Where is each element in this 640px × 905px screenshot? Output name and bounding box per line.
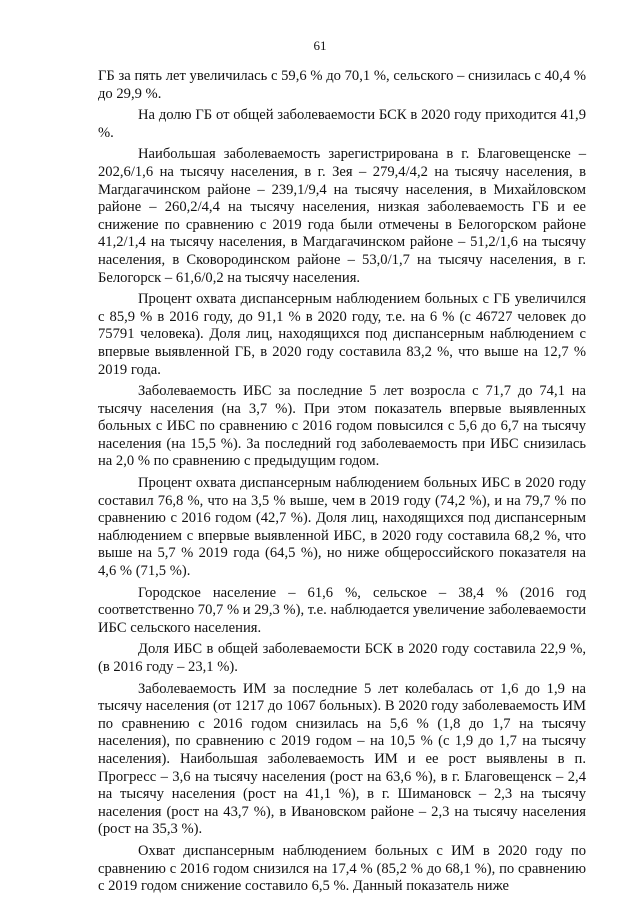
page-number: 61 [313, 38, 327, 53]
paragraph: Охват диспансерным наблюдением больных с ИМ в 2020 году по сравнению с 2016 годом снизился на 17,4 % (85,2 % до 68,1 %), по сравнению с 2019 годом снижение составило 6,5 %. Данный показатель ниже [98, 842, 586, 895]
body-text [98, 68, 586, 900]
paragraph: Наибольшая заболеваемость зарегистрирована в г. Благовещенске – 202,6/1,6 на тысячу населения, в г. Зея – 279,4/4,2 на тысячу населения, в Магдагачинском районе – 239,1/9,4 на тысячу населения, в Михайловском районе – 260,2/4,4 на тысячу населения, низкая заболеваемость ГБ и ее снижение по сравнению с 2019 года были отмечены в Белогорском районе 41,2/1,4 на тысячу населения, в Магдагачинском районе – 51,2/1,6 на тысячу населения, в Сковородинском районе – 53,0/1,7 на тысячу населения, в г. Белогорск – 61,6/0,2 на тысячу населения. [98, 146, 586, 286]
paragraph: Заболеваемость ИМ за последние 5 лет колебалась от 1,6 до 1,9 на тысячу населения (от 1217 до 1067 больных). В 2020 году заболеваемость ИМ по сравнению с 2016 годом снизилась на 5,6 % (1,8 до 1,7 на тысячу населения), по сравнению с 2019 годом – на 10,5 % (с 1,9 до 1,7 на тысячу населения). Наибольшая заболеваемость ИМ и ее рост выявлены в п. Прогресс – 3,6 на тысячу населения (рост на 63,6 %), в г. Благовещенск – 2,4 на тысячу населения (рост на 41,1 %), в г. Шимановск – 2,3 на тысячу населения (рост на 43,7 %), в Ивановском районе – 2,3 на тысячу населения (рост на 35,3 %). [98, 680, 586, 838]
paragraph: Городское население – 61,6 %, сельское – 38,4 % (2016 год соответственно 70,7 % и 29,3 %), т.е. наблюдается увеличение заболеваемости ИБС сельского населения. [98, 584, 586, 636]
paragraph: На долю ГБ от общей заболеваемости БСК в 2020 году приходится 41,9 %. [98, 107, 586, 141]
paragraph: Заболеваемость ИБС за последние 5 лет возросла с 71,7 до 74,1 на тысячу населения (на 3,7 %). При этом показатель впервые выявленных больных с ИБС по сравнению с 2016 годом повысился с 5,6 до 6,7 на тысячу населения (на 15,5 %). За последний год заболеваемость при ИБС снизилась на 2,0 % по сравнению с предыдущим годом. [98, 383, 586, 470]
paragraph: ГБ за пять лет увеличилась с 59,6 % до 70,1 %, сельского – снизилась с 40,4 % до 29,9 %. [98, 68, 586, 102]
paragraph: Доля ИБС в общей заболеваемости БСК в 2020 году составила 22,9 %, (в 2016 году – 23,1 %). [98, 641, 586, 675]
paragraph: Процент охвата диспансерным наблюдением больных ИБС в 2020 году составил 76,8 %, что на 3,5 % выше, чем в 2019 году (74,2 %), и на 79,7 % по сравнению с 2016 годом (42,7 %). Доля лиц, находящихся под диспансерным наблюдением с впервые выявленной ИБС, в 2020 году составила 68,2 %, что выше на 5,7 % 2019 года (64,5 %), но ниже общероссийского показателя на 4,6 % (71,5 %). [98, 475, 586, 580]
paragraph: Процент охвата диспансерным наблюдением больных с ГБ увеличился с 85,9 % в 2016 году, до 91,1 % в 2020 году, т.е. на 6 % (с 46727 человек до 75791 человека). Доля лиц, находящихся под диспансерным наблюдением с впервые выявленной ГБ, в 2020 году составила 83,2 %, что выше на 12,7 % 2019 года. [98, 291, 586, 378]
